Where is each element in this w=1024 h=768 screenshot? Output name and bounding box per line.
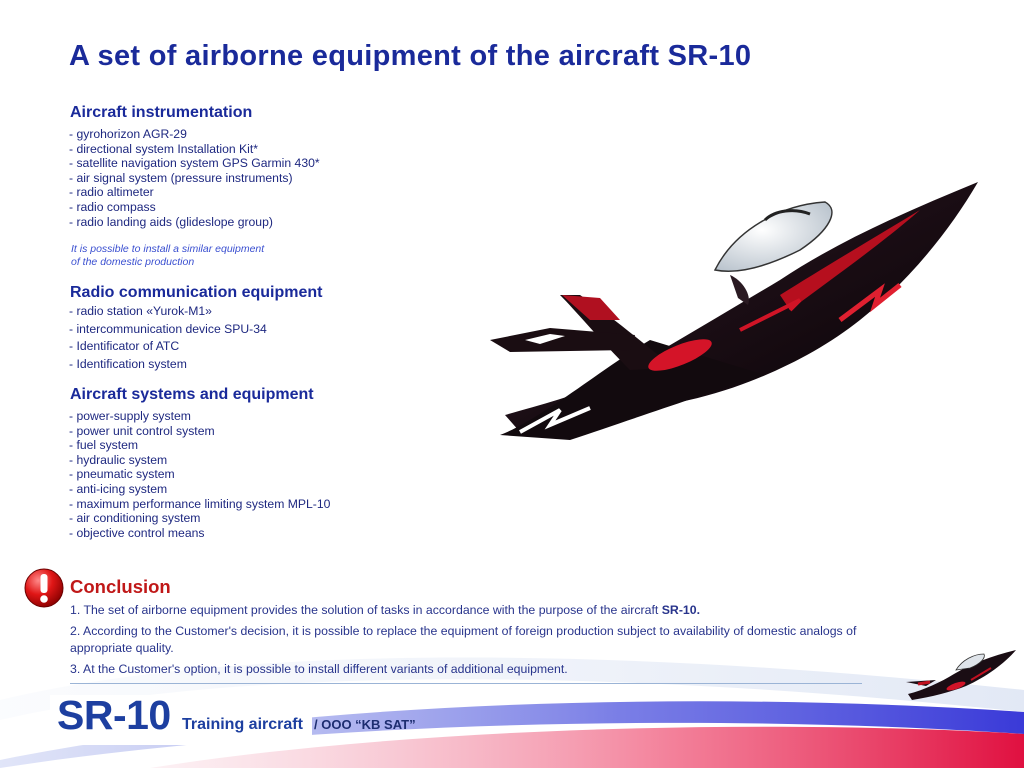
- page-title: A set of airborne equipment of the aircraft SR-10: [69, 40, 752, 72]
- list-item: - Identificator of ATC: [69, 339, 180, 354]
- list-item: - intercommunication device SPU-34: [69, 321, 267, 336]
- note-line: of the domestic production: [71, 255, 195, 268]
- list-item: - radio altimeter: [69, 185, 154, 200]
- small-aircraft-icon: [896, 642, 1018, 704]
- instrumentation-list: [69, 127, 320, 229]
- conclusion-point-1-bold: SR-10.: [661, 603, 701, 617]
- list-item: - directional system Installation Kit*: [69, 141, 258, 156]
- list-item: - power unit control system: [69, 423, 215, 438]
- list-item: - anti-icing system: [69, 481, 168, 496]
- radio-heading: Radio communication equipment: [70, 284, 323, 301]
- systems-heading: Aircraft systems and equipment: [70, 386, 314, 403]
- company-name: / OOO “KB SAT”: [314, 717, 416, 732]
- systems-list: [69, 409, 330, 540]
- conclusion-point-1-text: 1. The set of airborne equipment provides the solution of tasks in accordance with the purpose of the aircraft: [70, 603, 662, 617]
- list-item: - air conditioning system: [69, 511, 201, 526]
- list-item: - Identification system: [69, 357, 187, 372]
- list-item: - hydraulic system: [69, 452, 168, 467]
- conclusion-point-3: 3. At the Customer's option, it is possible to install different variants of additional equipment.: [70, 662, 568, 676]
- conclusion-point-1: [70, 602, 860, 619]
- list-item: - radio station «Yurok-M1»: [69, 304, 212, 318]
- logo-sr10: SR-10: [57, 692, 171, 738]
- note-line: It is possible to install a similar equipment: [71, 243, 265, 255]
- list-item: - radio compass: [69, 199, 156, 214]
- list-item: - gyrohorizon AGR-29: [69, 127, 187, 141]
- domestic-production-note: [71, 243, 264, 268]
- sr10-aircraft-illustration: [480, 170, 985, 450]
- list-item: - power-supply system: [69, 409, 191, 423]
- list-item: - maximum performance limiting system MPL-10: [69, 496, 331, 511]
- exclamation-icon: [24, 567, 64, 609]
- list-item: - pneumatic system: [69, 467, 175, 482]
- list-item: - fuel system: [69, 438, 139, 453]
- radio-list: [69, 303, 267, 374]
- conclusion-point-2: 2. According to the Customer's decision, it is possible to replace the equipment of foreign production subject to availability of domestic analogs of appropriate quality.: [70, 624, 857, 655]
- list-item: - radio landing aids (glideslope group): [69, 214, 273, 229]
- list-item: - objective control means: [69, 525, 205, 540]
- list-item: - air signal system (pressure instruments): [69, 170, 293, 185]
- logo-training-aircraft: Training aircraft: [182, 716, 303, 733]
- conclusion-heading: Conclusion: [70, 576, 171, 597]
- list-item: - satellite navigation system GPS Garmin 430*: [69, 156, 320, 171]
- divider: [70, 683, 862, 684]
- instrumentation-heading: Aircraft instrumentation: [70, 104, 253, 121]
